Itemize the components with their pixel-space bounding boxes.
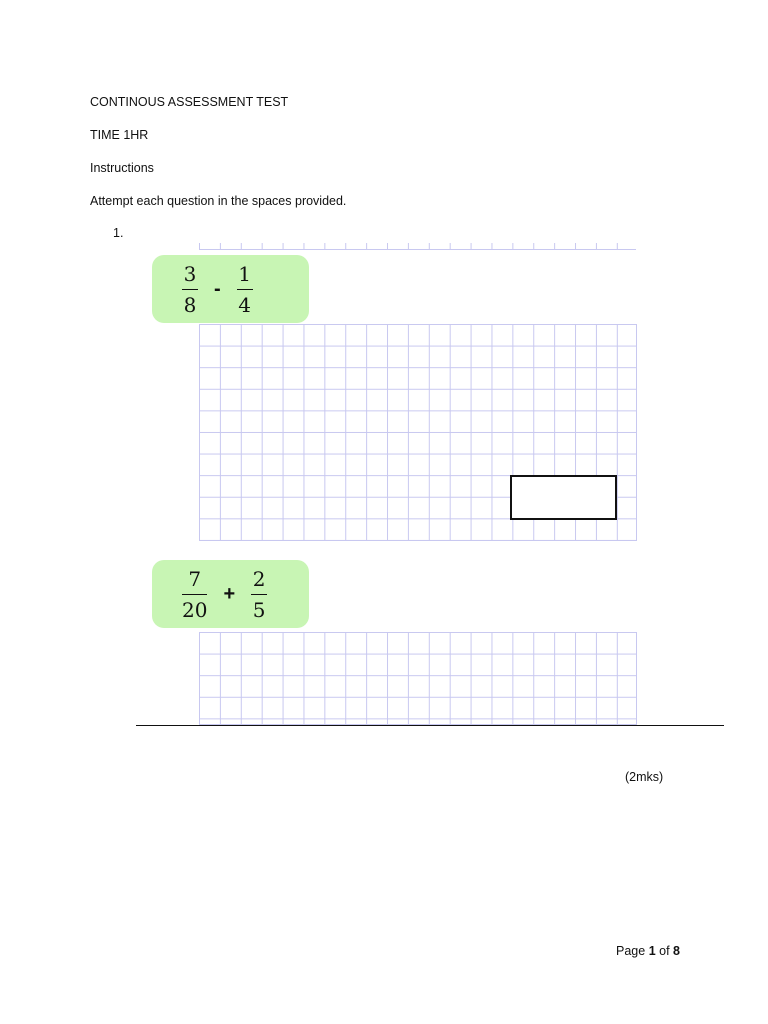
total-pages: 8 [673,944,680,958]
numerator: 1 [238,261,252,286]
problem-1-expression [152,255,309,323]
fraction-bar [182,594,207,595]
fraction-bar [251,594,267,595]
problem-2-expression [152,560,309,628]
working-grid-2[interactable] [199,632,637,725]
numerator: 3 [183,261,197,286]
numerator: 7 [188,566,202,591]
denominator: 4 [238,292,252,317]
instructions-text: Attempt each question in the spaces provided. [90,194,347,208]
fraction-a [182,263,198,316]
operator: + [223,582,236,605]
current-page: 1 [648,944,656,958]
time-allowed: TIME 1HR [90,128,149,142]
page-footer [616,944,680,958]
answer-box[interactable] [510,475,617,520]
page-prefix: Page [616,944,646,958]
test-title: CONTINOUS ASSESSMENT TEST [90,95,289,109]
fraction-a [182,568,207,621]
fraction-bar [182,289,198,290]
fraction-b [237,263,253,316]
numerator: 2 [252,566,266,591]
denominator: 5 [252,597,266,622]
instructions-heading: Instructions [90,161,154,175]
fraction-b [251,568,267,621]
denominator: 20 [182,597,208,622]
operator: - [214,277,221,300]
grid-top-ticks [199,243,636,250]
marks-allocation: (2mks) [625,770,664,784]
fraction-bar [237,289,253,290]
denominator: 8 [183,292,197,317]
answer-rule [136,725,724,726]
of-label: of [659,944,670,958]
question-number: 1. [113,226,124,240]
